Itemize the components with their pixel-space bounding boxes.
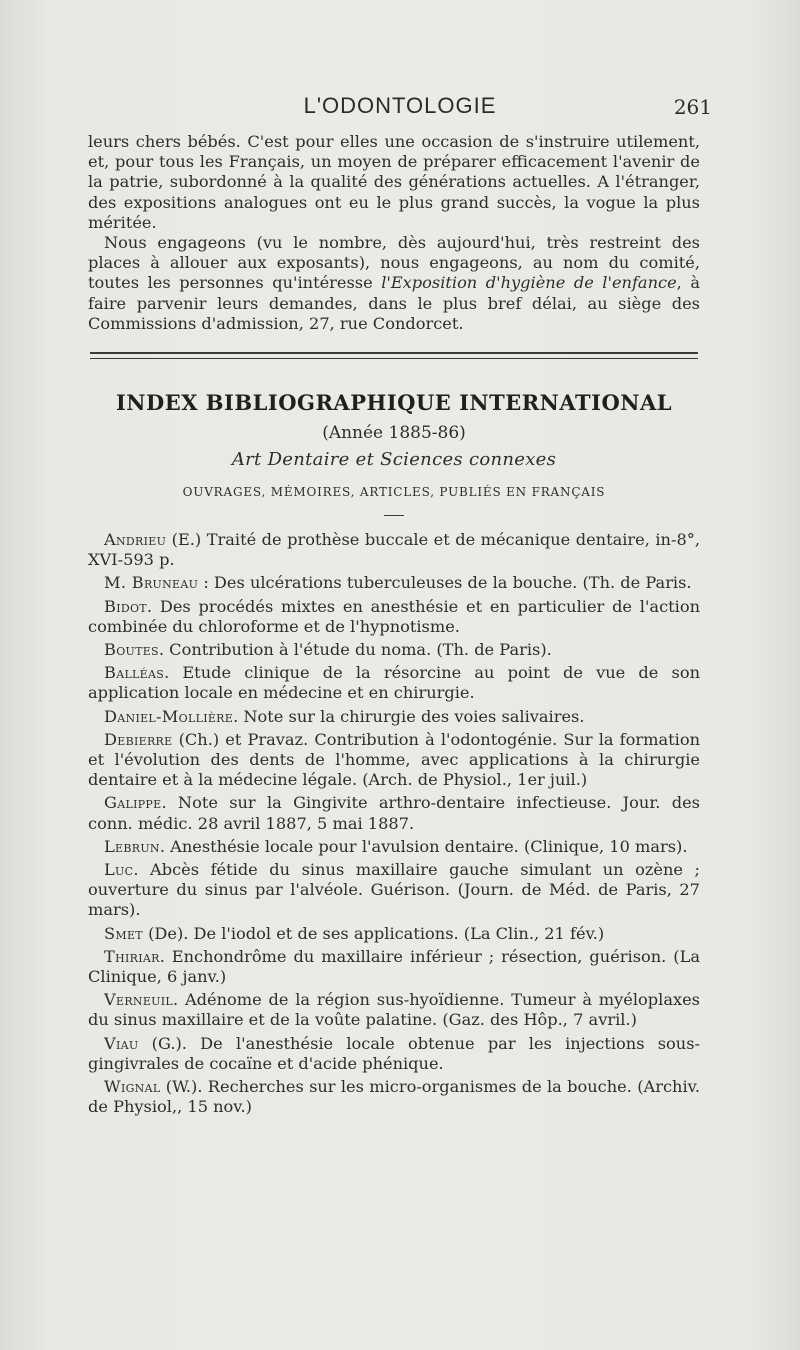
intro-text [88, 132, 700, 334]
entry-text: . Des procédés mixtes en anesthésie et en particulier de l'action combinée du chloroforme et de l'hypnotisme. [88, 596, 700, 636]
bibliography-entry [88, 924, 700, 944]
intro-paragraph-1: leurs chers bébés. C'est pour elles une occasion de s'instruire utilement, et, pour tous les Français, un moyen de préparer efficacement l'avenir de la patrie, subordonné à la qualité des générations actuelles. A l'étranger, des expositions analogues ont eu le plus grand succès, la vogue la plus méritée. [88, 132, 700, 232]
entry-text: (G.). De l'anesthésie locale obtenue par les injections sous-gingivrales de cocaïne et d'acide phénique. [88, 1033, 700, 1073]
bibliography-entry [88, 530, 700, 570]
bibliography-entry [88, 663, 700, 703]
section-subject: Art Dentaire et Sciences connexes [231, 449, 557, 470]
running-title: L'ODONTOLOGIE [303, 93, 497, 118]
exhibition-title: l'Exposition d'hygiène de l'enfance [381, 273, 677, 293]
bibliography-entry [88, 573, 700, 593]
bibliography-entry [88, 707, 700, 727]
entry-text: : Des ulcérations tuberculeuses de la bouche. (Th. de Paris. [198, 573, 692, 593]
bibliography-entry [88, 640, 700, 660]
intro-paragraph-2 [88, 233, 700, 334]
intro-paragraph-2-end: , à faire parvenir leurs demandes, dans le plus bref délai, au siège des Commissions d'admission, 27, rue Condorcet. [88, 273, 701, 333]
bibliography-entry [88, 990, 700, 1030]
entry-text: . Abcès fétide du sinus maxillaire gauche simulant un ozène ; ouverture du sinus par l'alvéole. Guérison. (Journ. de Méd. de Paris, 27 mars). [88, 860, 700, 920]
section-divider-thin [90, 358, 698, 359]
bibliography-entry [88, 1077, 700, 1117]
entry-text: (Ch.) et Pravaz. Contribution à l'odontogénie. Sur la formation et l'évolution des dents de l'homme, avec applications à la chirurgie dentaire et à la médecine légale. (Arch. de Physiol., 1er juil.) [88, 729, 700, 790]
entry-author: M. Bruneau [104, 573, 199, 593]
entry-text: . Note sur la Gingivite arthro-dentaire infectieuse. Jour. des conn. médic. 28 avril 1887, 5 mai 1887. [88, 793, 700, 833]
entry-text: . Adénome de la région sus-hyoïdienne. Tumeur à myéloplaxes du sinus maxillaire et de la voûte palatine. (Gaz. des Hôp., 7 avril.) [88, 990, 700, 1030]
section-year: (Année 1885-86) [322, 423, 466, 443]
bibliography-list [88, 530, 700, 1120]
entry-author: Daniel-Mollière [104, 706, 234, 726]
bibliography-entry [88, 1034, 700, 1074]
entry-author: Smet [104, 923, 143, 943]
entry-author: Debierre [104, 729, 173, 749]
section-title: INDEX BIBLIOGRAPHIQUE INTERNATIONAL [115, 390, 673, 415]
entry-text: . Anesthésie locale pour l'avulsion dentaire. (Clinique, 10 mars). [159, 836, 688, 856]
entry-author: Luc [104, 860, 134, 880]
entry-author: Thiriar [104, 946, 160, 966]
section-divider-thick [90, 352, 698, 354]
bibliography-entry [88, 860, 700, 921]
bibliography-entry [88, 793, 700, 833]
entry-author: Wignal [104, 1077, 161, 1097]
entry-author: Balléas [104, 663, 165, 683]
bibliography-entry [88, 837, 700, 857]
running-head [0, 93, 800, 123]
entry-text: (W.). Recherches sur les micro-organismes de la bouche. (Archiv. de Physiol,, 15 nov.) [88, 1077, 700, 1117]
entry-author: Viau [104, 1033, 139, 1053]
section-types: OUVRAGES, MÉMOIRES, ARTICLES, PUBLIÉS EN FRANÇAIS [182, 485, 606, 499]
bibliography-entry [88, 730, 700, 791]
entry-author: Andrieu [104, 530, 167, 549]
entry-author: Verneuil [104, 990, 173, 1010]
entry-author: Boutes [104, 640, 159, 660]
entry-text: . Enchondrôme du maxillaire inférieur ; résection, guérison. (La Clinique, 6 janv.) [88, 946, 700, 987]
entry-text: (E.) Traité de prothèse buccale et de mécanique dentaire, in-8°, XVI-593 p. [88, 530, 700, 570]
bibliography-entry [88, 947, 700, 987]
intro-paragraph-2-start: Nous engageons (vu le nombre, dès aujourd'hui, très restreint des places à allouer aux exposants), nous engageons, au nom du comité, toutes les personnes qu'intéresse [88, 233, 700, 293]
entry-text: . Contribution à l'étude du noma. (Th. de Paris). [158, 640, 552, 660]
entry-author: Lebrun [104, 836, 160, 856]
entry-author: Bidot [104, 596, 147, 616]
page-number: 261 [673, 95, 712, 119]
entry-author: Galippe [104, 793, 162, 813]
bibliography-entry [88, 597, 700, 637]
entry-text: . Note sur la chirurgie des voies salivaires. [233, 706, 585, 726]
entry-text: (De). De l'iodol et de ses applications. (La Clin., 21 fév.) [142, 923, 605, 943]
entry-text: . Etude clinique de la résorcine au point de vue de son application locale en médecine et en chirurgie. [88, 663, 700, 703]
short-dash [384, 515, 404, 516]
